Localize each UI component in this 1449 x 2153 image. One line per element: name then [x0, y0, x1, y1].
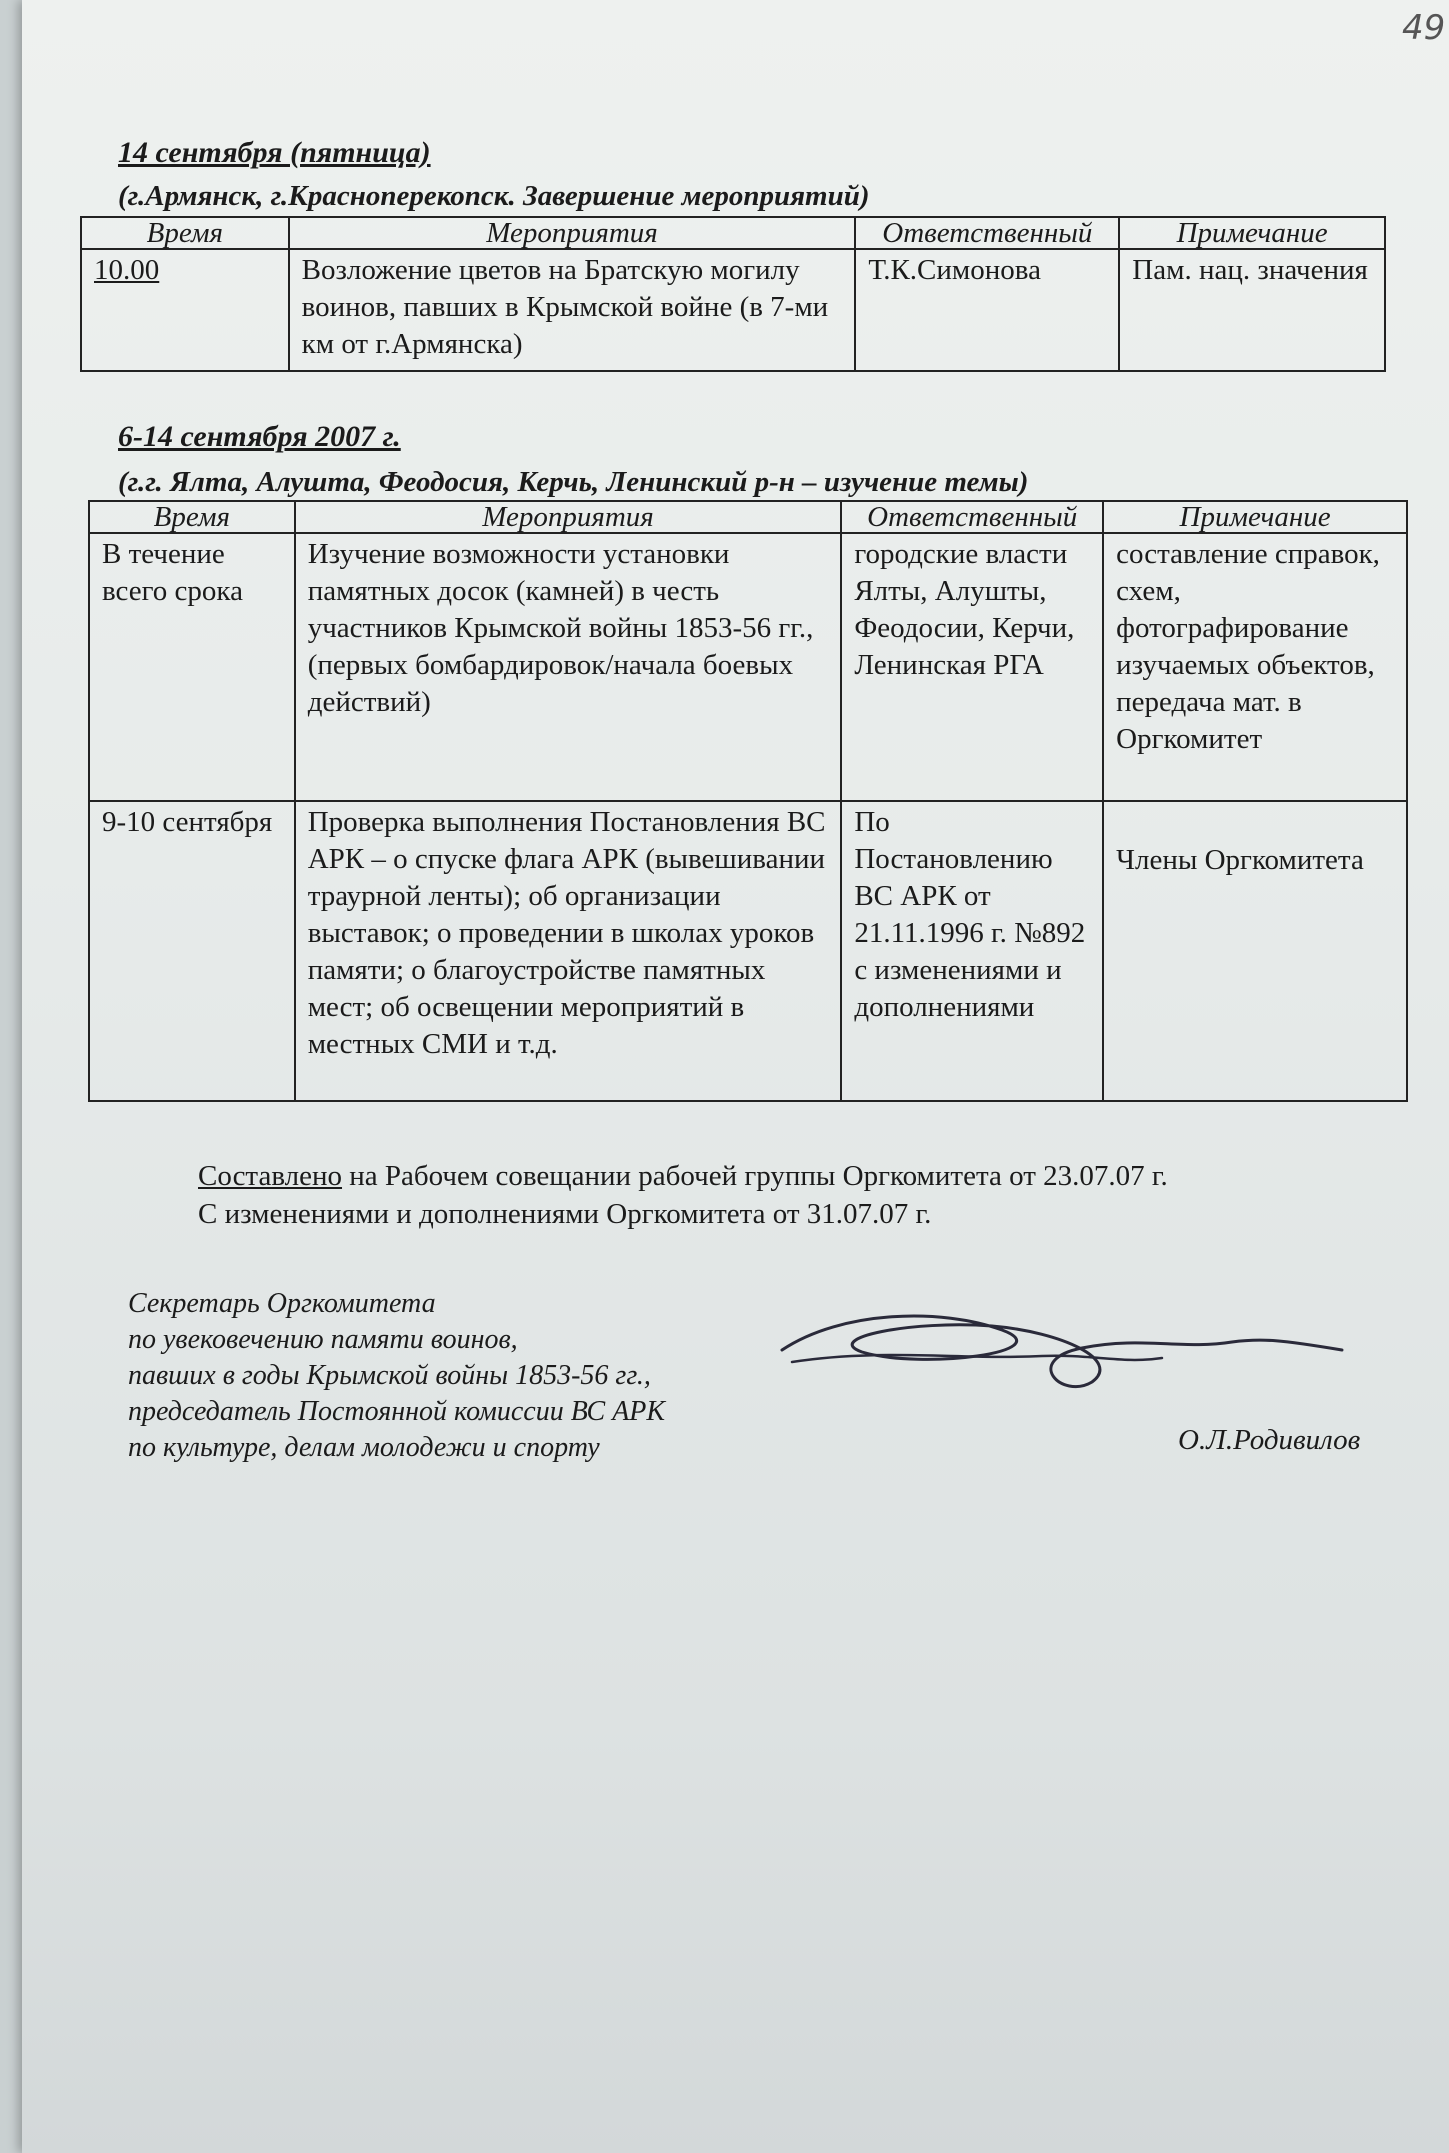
section1-table — [80, 216, 1386, 372]
signatory-line: председатель Постоянной комиссии ВС АРК — [128, 1396, 666, 1427]
table-row — [89, 801, 1407, 1101]
signatory-line: по увековечению памяти воинов, — [128, 1324, 518, 1355]
document-page — [22, 0, 1449, 2153]
note-line-1 — [198, 1160, 1168, 1193]
section1-subtitle: (г.Армянск, г.Красноперекопск. Завершение мероприятий) — [118, 180, 870, 212]
section2-subtitle: (г.г. Ялта, Алушта, Феодосия, Керчь, Ленинский р-н – изучение темы) — [118, 466, 1029, 498]
cell-event: Возложение цветов на Братскую могилу воинов, павших в Крымской войне (в 7-ми км от г.Армянска) — [289, 249, 856, 371]
cell-responsible: По Постановлению ВС АРК от 21.11.1996 г. №892 с изменениями и дополнениями — [841, 801, 1103, 1101]
note-underlined-word: Составлено — [198, 1160, 343, 1192]
table-header-row — [81, 217, 1385, 249]
header-responsible: Ответственный — [855, 217, 1119, 249]
signatory-line: Секретарь Оргкомитета — [128, 1288, 436, 1319]
cell-note: составление справок, схем, фотографирование изучаемых объектов, передача мат. в Оргкомитет — [1103, 533, 1407, 801]
header-event: Мероприятия — [295, 501, 842, 533]
signatory-title — [128, 1286, 665, 1466]
cell-responsible: городские власти Ялты, Алушты, Феодосии, Керчи, Ленинская РГА — [841, 533, 1103, 801]
header-note: Примечание — [1103, 501, 1407, 533]
signatory-line: по культуре, делам молодежи и спорту — [128, 1432, 600, 1463]
header-time: Время — [81, 217, 289, 249]
section2-title: 6-14 сентября 2007 г. — [118, 420, 401, 453]
cell-event: Изучение возможности установки памятных досок (камней) в честь участников Крымской войны 1853-56 гг., (первых бомбардировок/начала боевых действий) — [295, 533, 842, 801]
page-number: 49 — [1402, 8, 1446, 48]
cell-note: Пам. нац. значения — [1119, 249, 1385, 371]
cell-time: В течение всего срока — [89, 533, 295, 801]
table-header-row — [89, 501, 1407, 533]
cell-note: Члены Оргкомитета — [1103, 801, 1407, 1101]
section1-title: 14 сентября (пятница) — [118, 136, 431, 169]
header-responsible: Ответственный — [841, 501, 1103, 533]
table-row — [81, 249, 1385, 371]
header-event: Мероприятия — [289, 217, 856, 249]
cell-time: 9-10 сентября — [89, 801, 295, 1101]
header-time: Время — [89, 501, 295, 533]
header-note: Примечание — [1119, 217, 1385, 249]
section2-table — [88, 500, 1408, 1102]
cell-event: Проверка выполнения Постановления ВС АРК – о спуске флага АРК (вывешивании траурной ленты); об организации выставок; о проведении в школах уроков памяти; о благоустройстве памятных мест; об освещении мероприятий в местных СМИ и т.д. — [295, 801, 842, 1101]
table-row — [89, 533, 1407, 801]
cell-responsible: Т.К.Симонова — [855, 249, 1119, 371]
signatory-name: О.Л.Родивилов — [1178, 1424, 1361, 1456]
cell-time: 10.00 — [81, 249, 289, 371]
handwritten-signature — [762, 1290, 1362, 1440]
note-line-2: С изменениями и дополнениями Оргкомитета от 31.07.07 г. — [198, 1198, 932, 1230]
note-line-1-rest: на Рабочем совещании рабочей группы Оргкомитета от 23.07.07 г. — [342, 1160, 1168, 1192]
signatory-line: павших в годы Крымской войны 1853-56 гг., — [128, 1360, 651, 1391]
